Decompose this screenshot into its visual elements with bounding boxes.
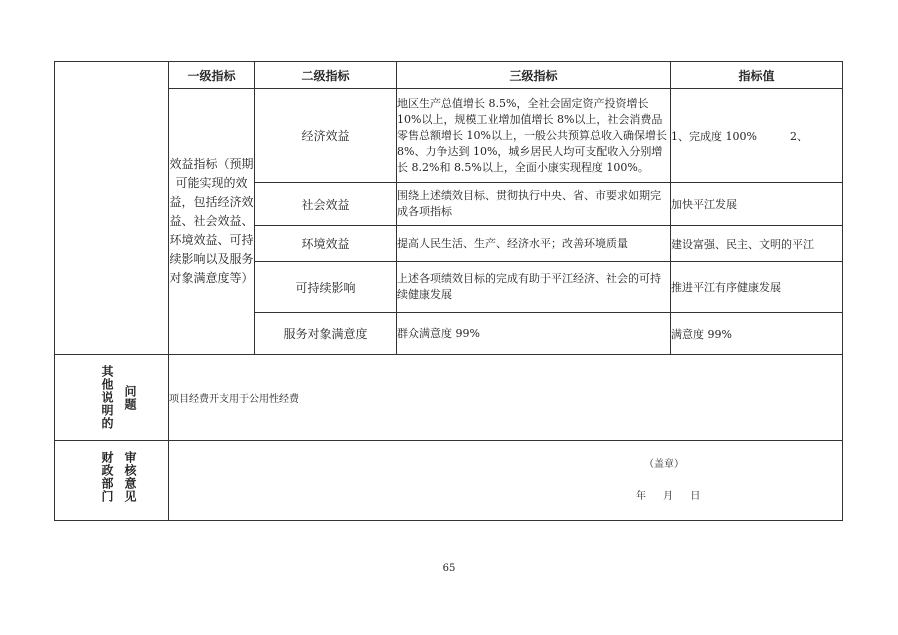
level3-cell: 上述各项绩效目标的完成有助于平江经济、社会的可持续健康发展 xyxy=(397,262,671,313)
value-cell: 1、完成度 100% 2、 xyxy=(671,89,843,183)
finance-review-content xyxy=(169,441,843,521)
level3-cell: 提高人民生活、生产、经济水平；改善环境质量 xyxy=(397,226,671,262)
level1-indicator: 效益指标（预期可能实现的效益，包括经济效益、社会效益、环境效益、可持续影响以及服务对象满意度等） xyxy=(169,89,255,355)
value-cell: 建设富强、民主、文明的平江 xyxy=(671,226,843,262)
header-level2: 二级指标 xyxy=(255,62,397,89)
other-notes-label-part1: 其他说明的 xyxy=(100,365,114,430)
other-notes-row xyxy=(55,355,843,441)
level3-cell: 群众满意度 99% xyxy=(397,313,671,355)
finance-review-row xyxy=(55,441,843,521)
date-placeholder: 年 月 日 xyxy=(636,491,701,502)
value-cell: 推进平江有序健康发展 xyxy=(671,262,843,313)
value-cell: 加快平江发展 xyxy=(671,183,843,226)
stamp-placeholder: （盖章） xyxy=(644,459,684,470)
level2-cell: 可持续影响 xyxy=(255,262,397,313)
finance-review-label xyxy=(55,441,169,521)
other-notes-content: 项目经费开支用于公用性经费 xyxy=(169,355,843,441)
header-row xyxy=(55,62,843,89)
table-row xyxy=(55,89,843,183)
level2-cell: 环境效益 xyxy=(255,226,397,262)
page-number: 65 xyxy=(442,563,456,574)
other-notes-label-part2: 问题 xyxy=(123,385,137,411)
level2-cell: 社会效益 xyxy=(255,183,397,226)
blank-corner-cell xyxy=(55,62,169,355)
performance-table xyxy=(54,61,843,521)
level3-cell: 围绕上述绩效目标、贯彻执行中央、省、市要求如期完成各项指标 xyxy=(397,183,671,226)
other-notes-label xyxy=(55,355,169,441)
header-indicator-value: 指标值 xyxy=(671,62,843,89)
level3-cell: 地区生产总值增长 8.5%，全社会固定资产投资增长 10%以上，规模工业增加值增长 8%以上，社会消费品零售总额增长 10%以上，一般公共预算总收入确保增长 8%、力争达到 10%，城乡居民人均可支配收入分别增长 8.2%和 8.5%以上，全面小康实现程度 100%。 xyxy=(397,89,671,183)
value-cell: 满意度 99% xyxy=(671,313,843,355)
finance-review-label-part2: 审核意见 xyxy=(123,451,137,503)
level2-cell: 经济效益 xyxy=(255,89,397,183)
level2-cell: 服务对象满意度 xyxy=(255,313,397,355)
header-level3: 三级指标 xyxy=(397,62,671,89)
header-level1: 一级指标 xyxy=(169,62,255,89)
finance-review-label-part1: 财政部门 xyxy=(100,451,114,503)
